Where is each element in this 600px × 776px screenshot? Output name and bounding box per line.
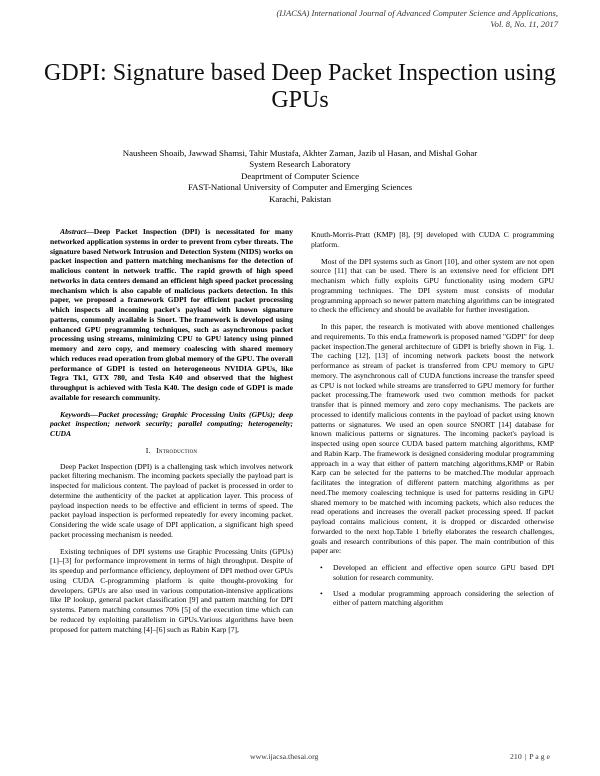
section-heading	[50, 446, 293, 456]
abstract	[50, 227, 293, 403]
intro-paragraph-4: Most of the DPI systems such as Gnort [10], and other system are not open source [11] that can be used. There is an extensive need for efficient DPI mechanism which fully exploits GPU functionality using modern GPU programming techniques. The DPI system must consists of modular programming approach so newer pattern matching algorithms can be integrated to check the efficiency and should be available for further investigation.	[311, 256, 554, 315]
page-separator: |	[524, 752, 527, 761]
journal-header	[276, 8, 558, 30]
contribution-list	[311, 563, 554, 608]
section-number: I.	[145, 445, 151, 455]
author-block	[40, 148, 560, 205]
intro-paragraph-1: Deep Packet Inspection (DPI) is a challenging task which involves network packet filtering mechanism. The incoming packets specially the payload part is inspected for malicious content. The payload of packet is processed in order to determine the authenticity of the packet at application layer. This process of payload inspection needs to be effective and efficient in terms of speed. The packet payload inspection is performed repeatedly for every incoming packet. Considering the wide scale usage of DPI application, a significant high speed packet processing mechanism is needed.	[50, 461, 293, 539]
author-names: Nausheen Shoaib, Jawwad Shamsi, Tahir Mustafa, Akhter Zaman, Jazib ul Hasan, and Mishal Gohar	[122, 148, 478, 158]
section-title: Introduction	[156, 445, 198, 455]
page-number: 210	[510, 752, 522, 761]
intro-paragraph-5: In this paper, the research is motivated with above mentioned challenges and requirements. To this end,a framework is proposed named "GDPI" for deep packet inspection.The general architecture of GDPI is briefly shown in Fig. 1. The caching [12], [13] of incoming network packets boost the network performance as stream of packet is transferred from CPU memory to GPU memory. The asynchronous call of CUDA functions increase the transfer speed as CPU is not locked while streams are transferred to GPU memory for further packet processing.The framework used two common methods for packet transfer that is pinned memory and zero copy mechanisms. The packets are processed to identify malicious contents in the payload of packet using known patterns or signatures. We used an open source SNORT [14] database for known malicious patterns or signatures. The incoming packet's payload is inspected using open source CUDA based pattern matching algorithms, KMP and Rabin Karp. The framework is designed considering modular programming approach in a way that either of pattern matching algorithms,KMP or Rabin Karp can be selected for the patterns to be matched.The modular approach facilitates the integration of different pattern matching algorithms as per need.The memory coalescing technique is used for patterns residing in GPU shared memory to be matched with incoming packets, which also reduces the read operations and increases the overall packet processing speed. If packet payload contains malicious content, it is dropped or discarded otherwise forwarded to the next hop.Table 1 briefly elaborates the research challenges, goals and research contributions of this paper. The main contribution of this paper are:	[311, 322, 554, 556]
footer-url: www.ijacsa.thesai.org	[250, 752, 319, 761]
intro-paragraph-2: Existing techniques of DPI systems use Graphic Processing Units (GPUs) [1]–[3] for performance improvement in terms of high throughput. Despite of its speedup and performance efficiency, deployment of DPI method over GPUs using CUDA C-programming platform is quite thought-provoking for developers. GPUs are also used in various computation-intensive applications like IP lookup, general packet classification [9] and pattern matching for DPI systems. Pattern matching consumes 70% [5] of the execution time which can be reduced by exploiting parallelism in GPUs.Various algorithms have been proposed for pattern matching [4]–[6] such as Rabin Karp [7],	[50, 546, 293, 634]
author-department: Deaprtment of Computer Science	[241, 170, 359, 181]
journal-volume: Vol. 8, No. 11, 2017	[490, 19, 558, 29]
right-column	[311, 230, 554, 614]
title-line-2: GPUs	[271, 87, 329, 113]
title-line-1: GDPI: Signature based Deep Packet Inspection using	[44, 60, 556, 86]
list-item: • Developed an efficient and effective open source GPU based DPI solution for research community.	[333, 563, 554, 583]
journal-name: (IJACSA) International Journal of Advanced Computer Science and Applications,	[276, 8, 558, 18]
footer-page	[510, 752, 550, 761]
abstract-label: Abstract	[60, 227, 87, 236]
author-lab: System Research Laboratory	[249, 159, 351, 170]
abstract-text: —Deep Packet Inspection (DPI) is necessitated for many networked application systems in order to prevent from cyber threats. The signature based Network Intrusion and Detection System (NIDS) works on packet inspection and pattern matching mechanisms for the detection of malicious content in network traffic. The rapid growth of high speed networks in data centers demand an efficient high speed packet processing mechanism which is also capable of malicious packets detection. In this paper, we proposed a framework GDPI for efficient packet processing which inspects all incoming packet's payload with known signature patterns, commonly available is Snort. The framework is developed using enhanced GPU programming techniques, such as asynchronous packet processing using streams, minimizing CPU to GPU latency using pinned memory and zero copy, and memory coalescing with shared memory which reduces read operation from global memory of the GPU. The overall performance of GDPI is tested on heterogeneous NVIDIA GPUs, like Tegra Tk1, GTX 780, and Tesla K40 and observed that the highest throughput is achieved with Tesla K40. The design code of GDPI is made available for research community.	[50, 227, 293, 402]
keywords	[50, 410, 293, 439]
page-label: P a g e	[529, 752, 550, 761]
intro-paragraph-3: Knuth-Morris-Pratt (KMP) [8], [9] developed with CUDA C programming platform.	[311, 230, 554, 249]
left-column	[50, 227, 293, 641]
author-university: FAST-National University of Computer and Emerging Sciences	[187, 182, 413, 193]
author-city: Karachi, Pakistan	[268, 193, 332, 204]
keywords-label: Keywords	[60, 409, 91, 419]
keywords-text: —Packet processing; Graphic Processing Units (GPUs); deep packet inspection; network security; parallel computing; heterogeneity; CUDA	[50, 409, 293, 438]
list-item: • Used a modular programming approach considering the selection of either of pattern matching algorithm	[333, 589, 554, 609]
paper-title	[20, 60, 580, 114]
